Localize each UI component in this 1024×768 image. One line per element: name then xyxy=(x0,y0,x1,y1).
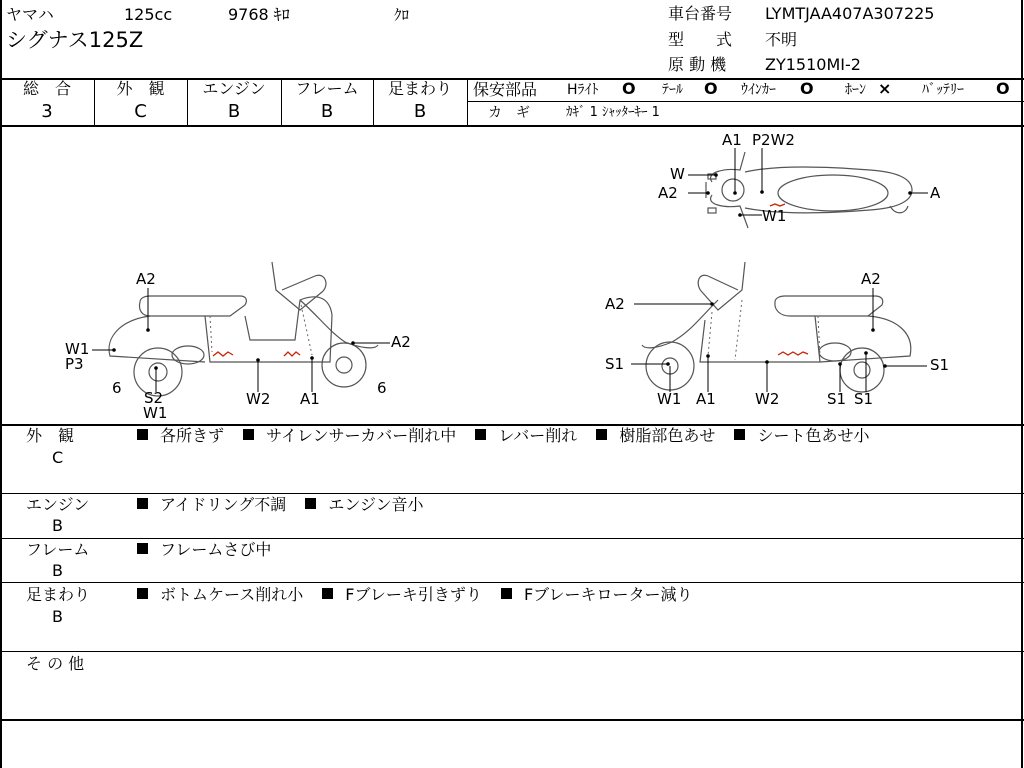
horn-mark: × xyxy=(878,79,892,98)
damage-code: S1 xyxy=(854,390,874,408)
frame-number-label: 車台番号 xyxy=(668,4,733,23)
damage-code: W2 xyxy=(246,390,271,408)
exterior-grade: C xyxy=(134,101,147,122)
section-grade: C xyxy=(52,448,64,467)
type-value: 不明 xyxy=(765,30,798,49)
border xyxy=(1021,0,1023,768)
battery-mark: O xyxy=(996,79,1010,98)
defect-item: ボトムケース削れ小 xyxy=(160,585,304,604)
scooter-top-view xyxy=(706,152,912,228)
safety-label: 保安部品 xyxy=(473,80,538,99)
engine-label: エンジン xyxy=(202,79,266,98)
type-label: 型 式 xyxy=(668,30,733,49)
section-grade: B xyxy=(52,561,63,580)
divider xyxy=(0,538,1024,539)
damage-code: W1 xyxy=(65,340,90,358)
section-label: 外 観 xyxy=(26,426,75,445)
defect-item: エンジン音小 xyxy=(328,495,424,514)
damage-code: W xyxy=(670,165,685,183)
bullet-icon xyxy=(501,588,512,599)
damage-code: A1 xyxy=(696,390,716,408)
section-label: フレーム xyxy=(26,540,90,559)
suspension-grade: B xyxy=(413,101,427,122)
damage-code: A2 xyxy=(391,333,411,351)
defect-list xyxy=(137,587,707,603)
damage-code: A xyxy=(930,184,941,202)
bullet-icon xyxy=(137,588,148,599)
damage-code: W1 xyxy=(762,207,787,225)
key-value: ｶｷﾞ 1 ｼｬｯﾀｰｷｰ 1 xyxy=(566,105,660,120)
headlight-mark: O xyxy=(622,79,636,98)
damage-code: S1 xyxy=(605,355,625,373)
maker: ヤマハ xyxy=(6,5,54,24)
section-grade: B xyxy=(52,607,63,626)
damage-code: A1 xyxy=(722,131,742,149)
damage-code: A2 xyxy=(861,270,881,288)
section-label: そ の 他 xyxy=(26,654,85,673)
winker-mark: O xyxy=(800,79,814,98)
defect-item: シート色あせ小 xyxy=(757,426,870,445)
bullet-icon xyxy=(243,429,254,440)
damage-code: 6 xyxy=(112,379,122,397)
defect-list xyxy=(137,428,883,444)
damage-code: A2 xyxy=(605,295,625,313)
damage-code: P3 xyxy=(65,355,84,373)
model-name: シグナス125Z xyxy=(6,28,144,52)
defect-item: Fブレーキローター減り xyxy=(523,585,693,604)
defect-item: アイドリング不調 xyxy=(160,495,287,514)
tail-mark: O xyxy=(704,79,718,98)
divider xyxy=(0,493,1024,494)
bullet-icon xyxy=(137,498,148,509)
damage-code: S2 xyxy=(144,389,164,407)
key-label: カ ギ xyxy=(488,105,530,121)
frame-label: フレーム xyxy=(295,79,359,98)
engine-model-value: ZY1510MI-2 xyxy=(765,55,861,74)
defect-item: フレームさび中 xyxy=(160,540,272,559)
mileage: 9768 ｷﾛ xyxy=(228,5,290,24)
damage-code: W1 xyxy=(657,390,682,408)
suspension-label: 足まわり xyxy=(387,79,452,98)
bullet-icon xyxy=(305,498,316,509)
border xyxy=(0,0,2,768)
frame-number: LYMTJAA407A307225 xyxy=(765,4,935,23)
divider xyxy=(0,582,1024,583)
defect-item: レバー削れ xyxy=(498,426,578,445)
divider xyxy=(0,719,1024,721)
exterior-label: 外 観 xyxy=(116,79,165,98)
damage-code: S1 xyxy=(827,390,847,408)
damage-code: 6 xyxy=(377,379,387,397)
frame-grade: B xyxy=(320,101,334,122)
damage-code: A2 xyxy=(658,184,678,202)
winker-label: ｳｲﾝｶｰ xyxy=(741,82,776,98)
overall-label: 総 合 xyxy=(22,79,71,98)
section-grade: B xyxy=(52,516,63,535)
section-label: 足まわり xyxy=(26,585,91,604)
damage-code: S1 xyxy=(930,356,950,374)
damage-code: P2W2 xyxy=(752,131,795,149)
damage-code: A2 xyxy=(136,270,156,288)
headlight-label: Hﾗｲﾄ xyxy=(567,82,599,98)
displacement: 125cc xyxy=(124,5,173,24)
defect-item: Fブレーキ引きずり xyxy=(345,585,482,604)
color: ｸﾛ xyxy=(394,6,410,24)
overall-grade: 3 xyxy=(41,101,53,122)
defect-list xyxy=(137,497,438,513)
engine-grade: B xyxy=(227,101,241,122)
horn-label: ﾎｰﾝ xyxy=(845,82,866,98)
battery-label: ﾊﾞｯﾃﾘｰ xyxy=(922,82,964,98)
damage-code: W2 xyxy=(755,390,780,408)
bullet-icon xyxy=(475,429,486,440)
tail-label: ﾃｰﾙ xyxy=(662,82,683,98)
defect-item: サイレンサーカバー削れ中 xyxy=(266,426,457,445)
divider xyxy=(0,651,1024,652)
defect-item: 樹脂部色あせ xyxy=(619,426,716,445)
defect-list xyxy=(137,542,285,558)
damage-code: A1 xyxy=(300,390,320,408)
bullet-icon xyxy=(137,543,148,554)
bullet-icon xyxy=(322,588,333,599)
section-label: エンジン xyxy=(26,495,90,514)
bullet-icon xyxy=(734,429,745,440)
engine-model-label: 原 動 機 xyxy=(668,55,727,74)
bullet-icon xyxy=(596,429,607,440)
bullet-icon xyxy=(137,429,148,440)
defect-item: 各所きず xyxy=(160,426,225,445)
damage-code: W1 xyxy=(143,404,168,422)
